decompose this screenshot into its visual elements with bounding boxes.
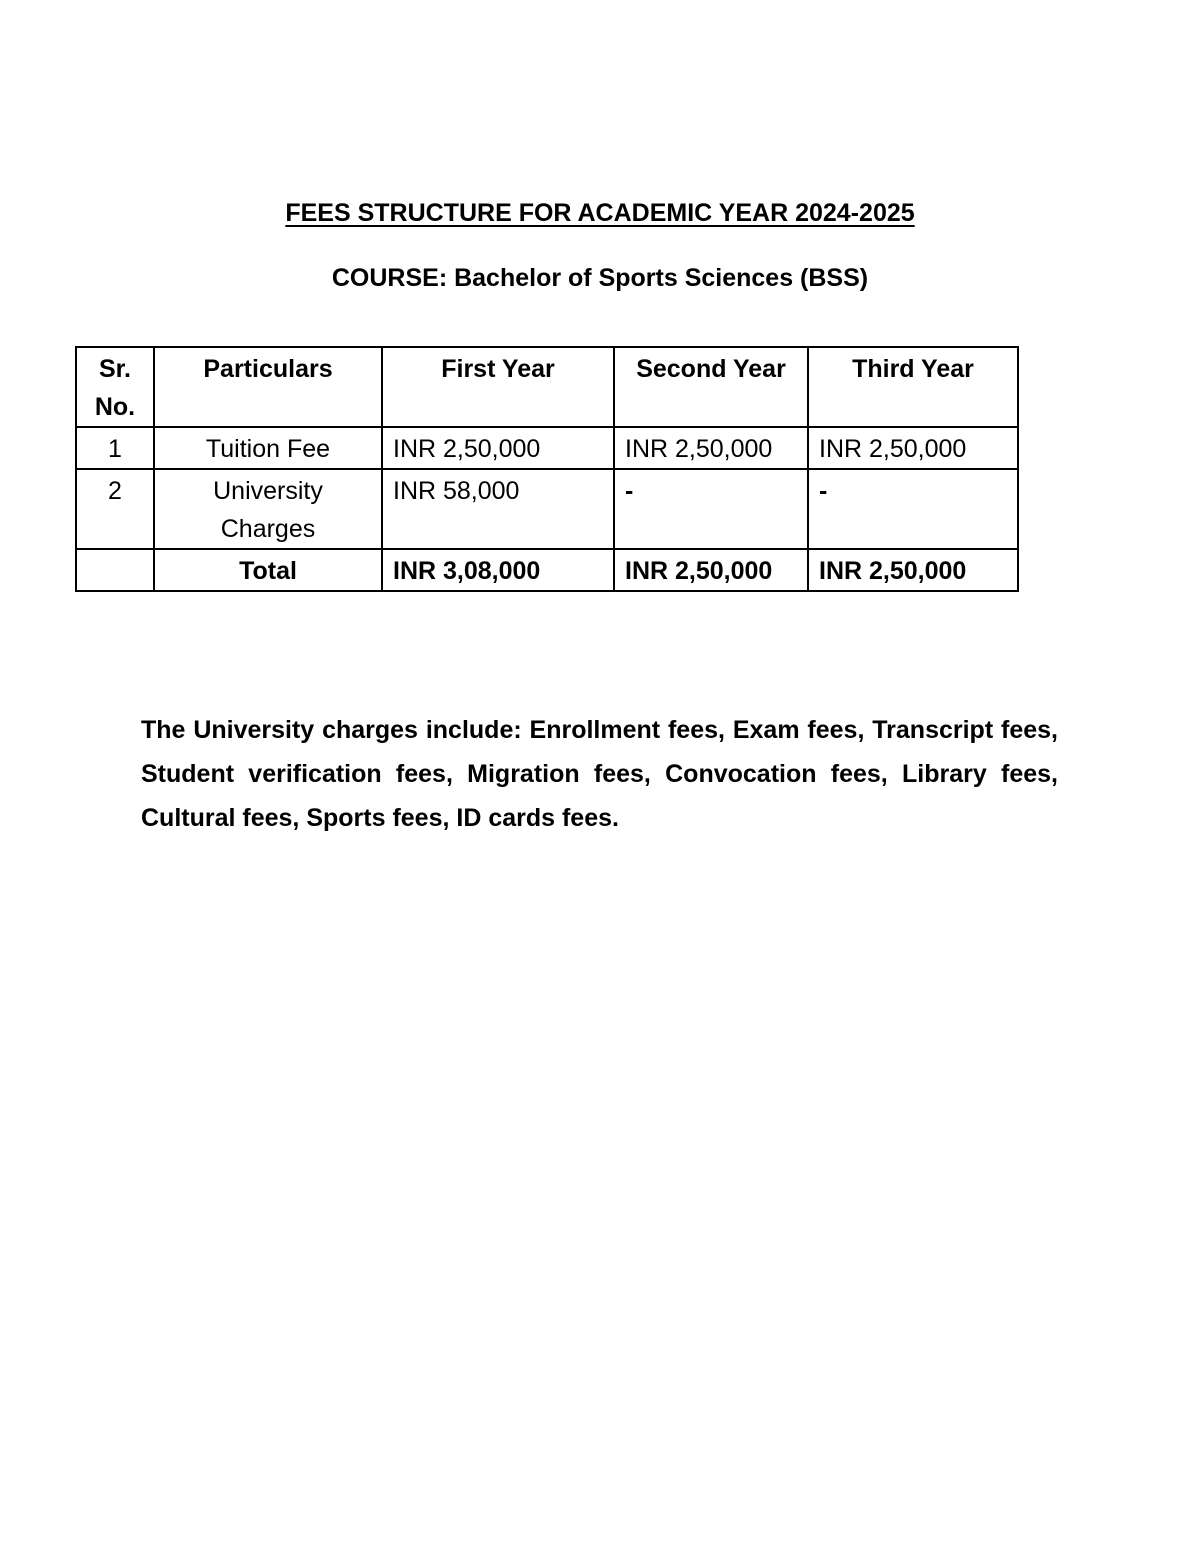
cell-sr-no: 1	[76, 427, 154, 469]
cell-first-year: INR 58,000	[382, 469, 614, 549]
cell-third-year: -	[808, 469, 1018, 549]
cell-particulars: Tuition Fee	[154, 427, 382, 469]
header-first-year: First Year	[382, 347, 614, 427]
table-total-row	[76, 549, 1018, 591]
header-second-year: Second Year	[614, 347, 808, 427]
cell-total-label: Total	[154, 549, 382, 591]
cell-total-second-year: INR 2,50,000	[614, 549, 808, 591]
cell-sr-no: 2	[76, 469, 154, 549]
header-third-year: Third Year	[808, 347, 1018, 427]
cell-first-year: INR 2,50,000	[382, 427, 614, 469]
cell-total-first-year: INR 3,08,000	[382, 549, 614, 591]
cell-second-year: INR 2,50,000	[614, 427, 808, 469]
table-row	[76, 469, 1018, 549]
fees-table	[75, 346, 1019, 592]
table-header-row	[76, 347, 1018, 427]
document-title: FEES STRUCTURE FOR ACADEMIC YEAR 2024-2025	[285, 199, 915, 227]
header-sr-no: Sr. No.	[76, 347, 154, 427]
cell-second-year: -	[614, 469, 808, 549]
header-particulars: Particulars	[154, 347, 382, 427]
cell-third-year: INR 2,50,000	[808, 427, 1018, 469]
course-name: COURSE: Bachelor of Sports Sciences (BSS)	[331, 264, 869, 292]
university-charges-note: The University charges include: Enrollment fees, Exam fees, Transcript fees, Student verification fees, Migration fees, Convocation fees, Library fees, Cultural fees, Sports fees, ID cards fees.	[141, 716, 1058, 832]
cell-total-third-year: INR 2,50,000	[808, 549, 1018, 591]
table-row	[76, 427, 1018, 469]
cell-sr-no	[76, 549, 154, 591]
cell-particulars: University Charges	[154, 469, 382, 549]
